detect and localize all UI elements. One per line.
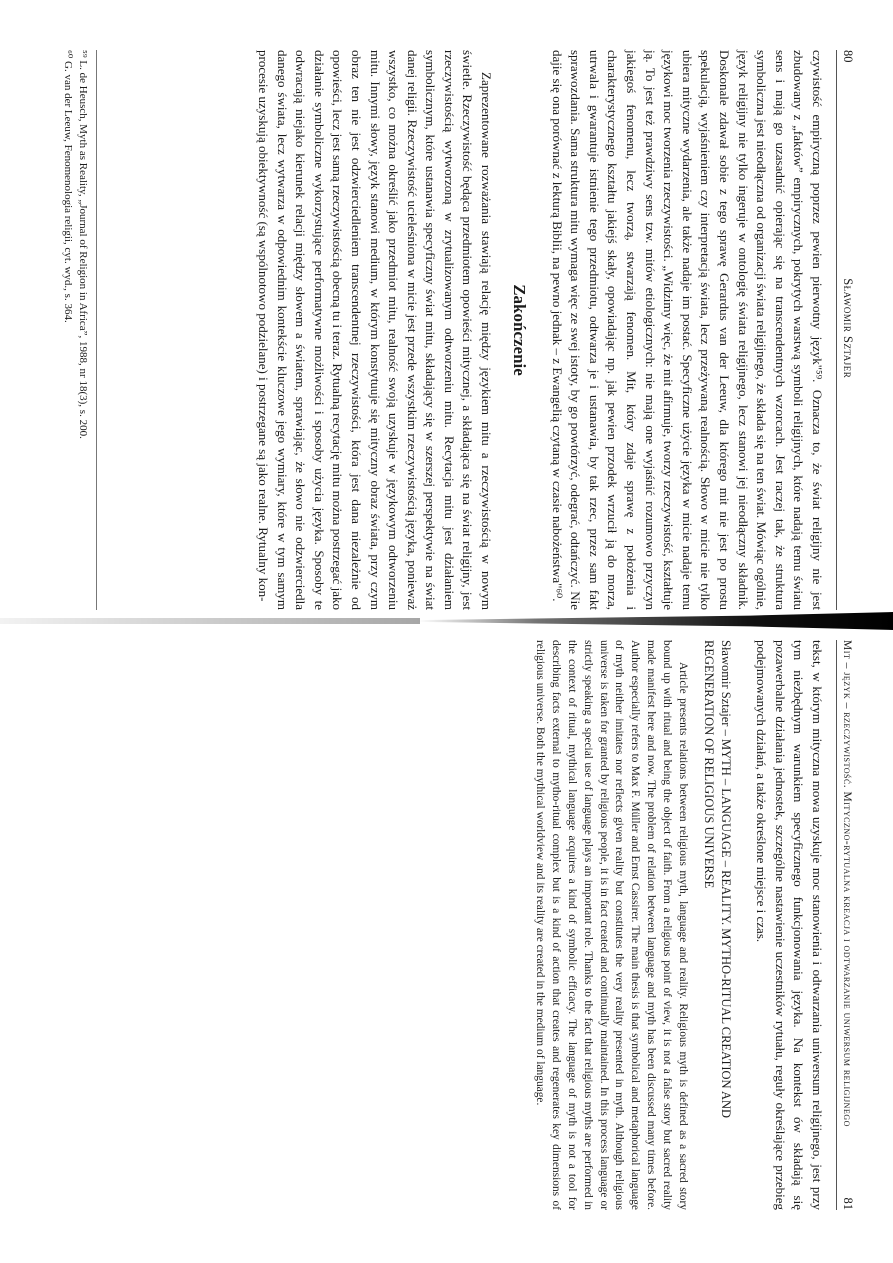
right-running-head-title: Mit – język – rzeczywistość. Mityczno-rytualna kreacja i odtwarzanie uniwersum religijnego <box>841 640 853 1127</box>
summary-heading: Sławomir Sztajer – MYTH – LANGUAGE – REALITY. MYTHO-RITUAL CREATION AND REGENERATION OF RELIGIOUS UNIVERSE <box>701 640 733 1119</box>
left-running-header <box>836 50 855 610</box>
right-running-header <box>836 640 855 1210</box>
left-running-head-title: Sławomir Sztajer <box>841 278 855 379</box>
summary-paragraph: Article presents relations between religious myth, language and reality. Religious myth is defined as a sacred story bound up with ritual and being the object of faith. From a religious point of view, it is not a false story but sacred reality made manifest here and now. The problem of relation between language and myth has been discussed many times before. Author especially refers to Max F. Müller and Ernst Cassirer. The main thesis is that symbolical and metaphorical language of myth neither imitates nor reflects given reality but constitutes the very reality presented in myth. Although religious universe is taken for granted by religious people, it is in fact created and continually maintained. In this process language or strictly speaking a special use of language plays an important role. Thanks to the fact that religious myths are performed in the context of ritual, mythical language acquires a kind of symbolic efficacy. The language of myth is not a tool for describing facts external to mytho-ritual complex but is a kind of action that creates and regenerates key dimensions of religious universe. Both the mythical worldview and its reality are created in the medium of language. <box>534 640 689 1210</box>
right-page <box>425 640 855 1210</box>
footnotes <box>60 50 97 610</box>
book-gutter-shadow <box>0 618 420 624</box>
footnote-59: ⁵⁹ L. de Heusch, Myth as Reality, „Journal of Religion in Africa”, 1988, nr 18(3), s. 200. <box>77 50 89 439</box>
footnote-60: ⁶⁰ G. van der Leeuw, Fenomenologia religii, cyt. wyd., s. 364. <box>62 50 74 323</box>
summary-block <box>532 640 690 1210</box>
book-spine-shadow <box>418 612 893 630</box>
left-body-paragraph: czywistość empiryczną poprzez pewien pierwotny język"⁵⁹. Oznacza to, że świat religijny nie jest zbudowany z „faktów” empirycznych, pokrytych warstwą symboli religijnych, które nadają temu światu sens i mają go uzasadnić opierając się na transcendentnych wzorcach. Jest raczej tak, że struktura symboliczna jest nieodłączna od organizacji świata religijnego, że składa się na ten świat. Mówiąc ogólnie, język religijny nie tylko ingeruje w ontologię świata religijnego, lecz stanowi jej nieodłączny składnik. Doskonale zdawał sobie z tego sprawę Gerardus van der Leeuw, dla którego mit nie jest po prostu spekulacją, wyjaśnieniem czy interpretacją świata, lecz przeżywaną realnością. Słowo w micie nie tylko ubiera mityczne wydarzenia, ale także nadaje im postać. Specyficzne użycie języka w micie nadaje temu językowi moc tworzenia rzeczywistości. „Widzimy więc, że mit afirmuje, tworzy rzeczywistość, kształtuje ją. To jest też prawdziwy sens tzw. mitów etiologicznych: nie mają one wyjaśnić rozumowo przyczyn jakiegoś fenomenu, lecz tworzą, stwarzają fenomen. Mit, który zdaje sprawę z położenia i charakterystycznego kształtu jakiejś skały, opowiadając np. jak pewien przodek wrzucił ją do morza, utrwala i gwarantuje istnienie tego przedmiotu, odtwarza je i ustanawia, by tak rzec, przez sam fakt sprawozdania. Sama struktura mitu wymaga więc ze swej istoty, by go powtórzyć, odegrać, odtańczyć. Nie dajie się ona porównać z lekturą Biblii, na pewno jednak – z Ewangelią czytaną w czasie nabożeństwa"⁶⁰. <box>549 50 825 610</box>
right-body-paragraph: tekst, w którym mityczna mowa uzyskuje moc stanowienia i odtwarzania uniwersum religijnego, jest przy tym niezbędnym warunkiem specyficznego funkcjonowania języka. Na kontekst ów składają się pozawerbalne działania jednostek, szczególne nastawienie uczestników rytuału, reguły określające przebieg podejmowanych działań, a także określone miejsce i czas. <box>754 640 825 1210</box>
left-page-number: 80 <box>841 50 855 63</box>
conclusion-paragraph: Zaprezentowane rozważania stawiają relację między językiem mitu a rzeczywistością w nowym świetle. Rzeczywistość będąca przedmiotem opowieści mitycznej, a składająca się na świat religijny, jest rzeczywistością wytworzoną w zrytualizowanym odtworzeniu mitu. Recytacja mitu jest działaniem symbolicznym, które ustanawia specyficzny świat mitu, składający się w szerszej perspektywie na świat danej religii. Rzeczywistość ucieleśniona w micie jest przede wszystkim rzeczywistością języka, ponieważ wszystko, co można określić jako przedmiot mitu, realność swoją uzyskuje w językowym odtworzeniu mitu. Innymi słowy, język stanowi medium, w którym konstytuuje się mityczny obraz świata, przy czym obraz ten nie jest odzwierciedleniem transcendentnej rzeczywistości, która jest dana niezależnie od opowieści, lecz jest samą rzeczywistością obecną tu i teraz. Rytualną recytację mitu można postrzegać jako działanie symboliczne wykorzystujące performatywne możliwości i sposoby użycia języka. Sposoby te odwracają niejako kierunek relacji między słowem a światem, sprawiając, że słowo nie odzwierciedla danego świata, lecz wytwarza w odpowiednim kontekście kluczowe jego wymiary, które w tym samym procesie uzyskują obiektywność (są wspólnotowo podzielane) i postrzegane są jako realne. Rytualny kon- <box>255 50 495 610</box>
left-page <box>60 50 855 610</box>
section-title: Zakończenie <box>510 284 530 376</box>
right-page-number: 81 <box>841 1197 855 1210</box>
